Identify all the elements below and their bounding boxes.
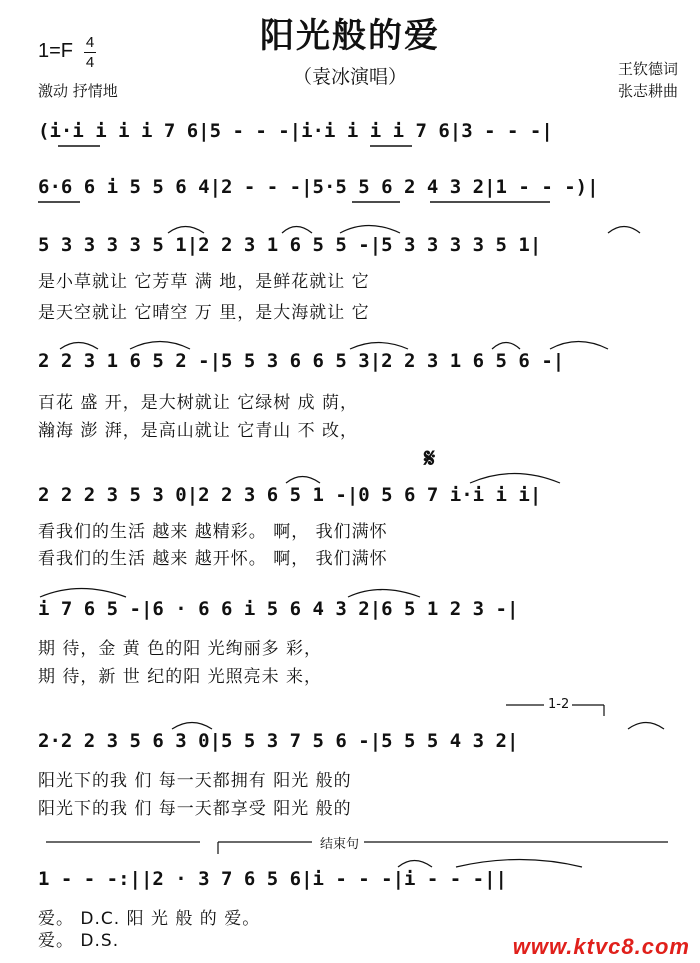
lyric-line-4-verse-1: 百花 盛 开，是大树就让 它绿树 成 荫， xyxy=(38,393,359,413)
slur xyxy=(282,227,312,234)
lyric-line-5-verse-1: 看我们的生活 越来 越精彩。 啊， 我们满怀 xyxy=(38,522,388,542)
notation-line-1: (i·i i i i 7 6|5 - - -|i·i i i i 7 6|3 - - -| xyxy=(38,120,553,142)
slur xyxy=(348,590,420,598)
time-signature-bottom: 4 xyxy=(85,54,95,71)
slur xyxy=(550,342,608,350)
lyric-line-8-verse-1: 爱。 D.C. 阳 光 般 的 爱。 xyxy=(38,909,261,929)
expression-mark: 激动 抒情地 xyxy=(38,82,118,100)
lyric-line-8-verse-2: 爱。 D.S. xyxy=(38,931,120,951)
watermark-logo: www.ktvc8.com xyxy=(512,934,690,959)
notation-line-2: 6·6 6 i 5 5 6 4|2 - - -|5·5 5 6 2 4 3 2|1 - - -)| xyxy=(38,176,599,198)
lyric-line-7-verse-1: 阳光下的我 们 每一天都拥有 阳光 般的 xyxy=(38,771,352,791)
slur xyxy=(60,343,98,350)
key-signature: 1=F xyxy=(38,40,74,62)
slur xyxy=(168,227,204,234)
notation-line-7: 2·2 2 3 5 6 3 0|5 5 3 7 5 6 -|5 5 5 4 3 2| xyxy=(38,730,519,752)
slur xyxy=(398,861,432,868)
lyric-line-7-verse-2: 阳光下的我 们 每一天都享受 阳光 般的 xyxy=(38,799,352,819)
notation-line-3: 5 3 3 3 3 5 1|2 2 3 1 6 5 5 -|5 3 3 3 3 5 1| xyxy=(38,234,542,256)
lyricist-credit: 王钦德词 xyxy=(617,60,678,78)
notation-line-5: 2 2 2 3 5 3 0|2 2 3 6 5 1 -|0 5 6 7 i·i i i| xyxy=(38,484,542,506)
ending-section-label: 结束句 xyxy=(316,833,363,852)
lyric-line-3-verse-2: 是天空就让 它晴空 万 里，是大海就让 它 xyxy=(38,303,370,323)
segno-mark: 𝄋 xyxy=(424,444,436,474)
song-title: 阳光般的爱 xyxy=(260,16,440,56)
lyric-line-5-verse-2: 看我们的生活 越来 越开怀。 啊， 我们满怀 xyxy=(38,549,388,569)
lyric-line-4-verse-2: 瀚海 澎 湃，是高山就让 它青山 不 改， xyxy=(38,421,359,441)
notation-line-4: 2 2 3 1 6 5 2 -|5 5 3 6 6 5 3|2 2 3 1 6 5 6 -| xyxy=(38,350,565,372)
notation-line-6: i 7 6 5 -|6 · 6 6 i 5 6 4 3 2|6 5 1 2 3 -| xyxy=(38,598,519,620)
slur xyxy=(492,343,520,350)
volta-mark: 1-2 xyxy=(548,697,570,712)
lyric-line-3-verse-1: 是小草就让 它芳草 满 地，是鲜花就让 它 xyxy=(38,272,370,292)
singer-credit: （袁冰演唱） xyxy=(292,66,407,88)
slur xyxy=(286,477,320,484)
slur xyxy=(40,589,126,598)
composer-credit: 张志耕曲 xyxy=(617,82,678,100)
tie xyxy=(456,860,582,868)
slur xyxy=(340,226,400,234)
slur xyxy=(608,227,640,234)
slur xyxy=(172,723,212,730)
lyric-line-6-verse-2: 期 待，新 世 纪的阳 光照亮未 来， xyxy=(38,667,323,687)
time-signature-top: 4 xyxy=(85,34,95,51)
slur xyxy=(628,723,664,730)
notation-line-8: 1 - - -:||2 · 3 7 6 5 6|i - - -|i - - -|| xyxy=(38,868,507,890)
slur xyxy=(350,343,408,350)
slur xyxy=(470,474,560,484)
slur xyxy=(130,342,190,350)
lyric-line-6-verse-1: 期 待，金 黄 色的阳 光绚丽多 彩， xyxy=(38,639,323,659)
